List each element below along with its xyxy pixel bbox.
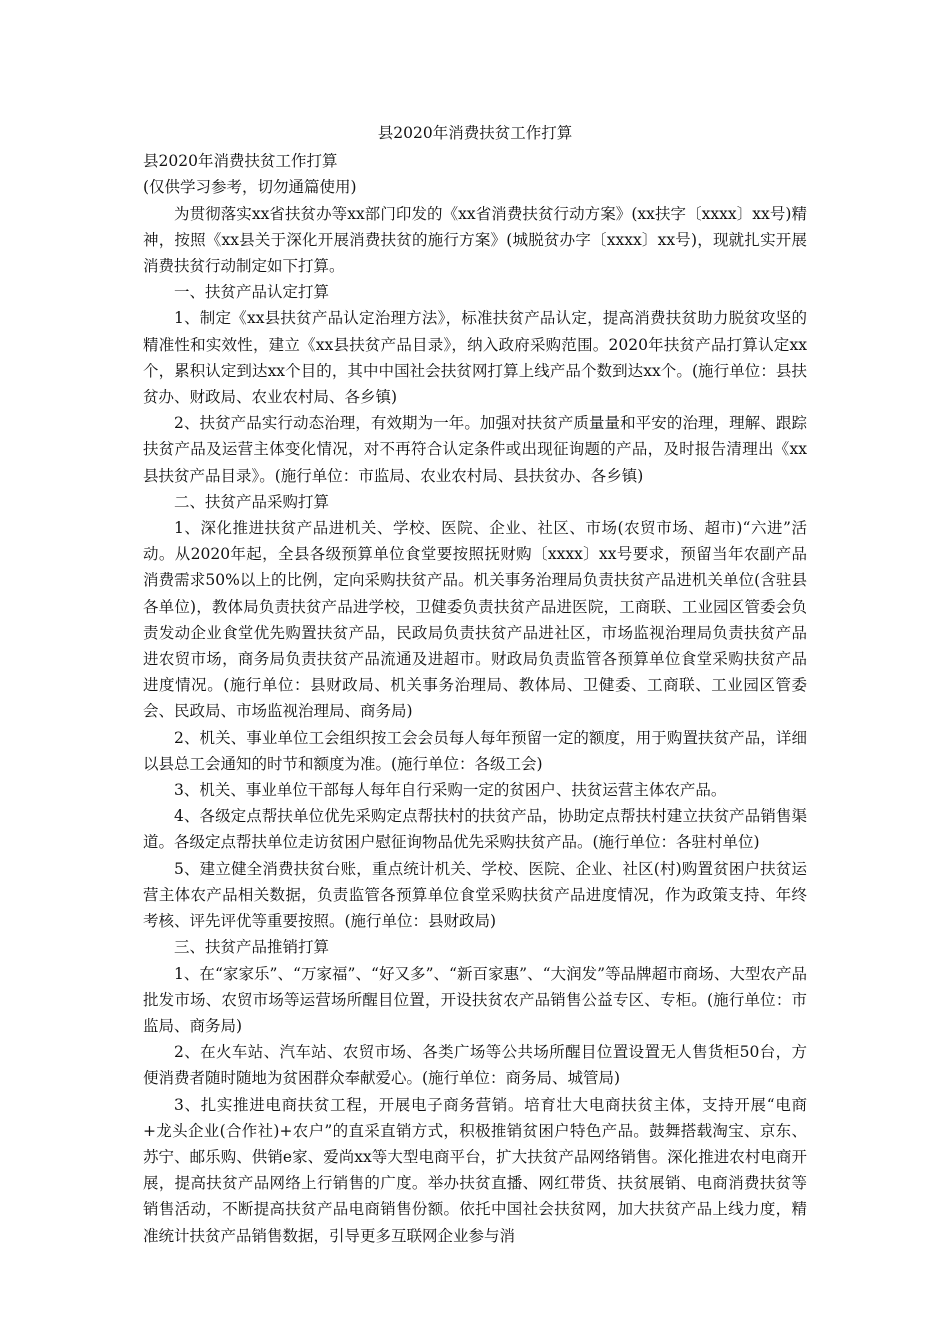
section-heading-3: 三、扶贫产品推销打算 bbox=[174, 938, 330, 957]
intro-paragraph: 为贯彻落实xx省扶贫办等xx部门印发的《xx省消费扶贫行动方案》(xx扶字〔xxxx〕xx号)精神，按照《xx县关于深化开展消费扶贫的施行方案》(城脱贫办字〔xxxx〕xx号)，现就扎实开展消费扶贫行动制定如下打算。 bbox=[143, 204, 807, 276]
document-subtitle: 县2020年消费扶贫工作打算 bbox=[143, 152, 338, 171]
section-heading-1: 一、扶贫产品认定打算 bbox=[174, 283, 330, 302]
paragraph: 2、在火车站、汽车站、农贸市场、各类广场等公共场所醒目位置设置无人售货柜50台，方便消费者随时随地为贫困群众奉献爱心。(施行单位：商务局、城管局) bbox=[143, 1043, 807, 1088]
section-heading-2: 二、扶贫产品采购打算 bbox=[174, 492, 330, 511]
paragraph: 3、机关、事业单位干部每人每年自行采购一定的贫困户、扶贫运营主体农产品。 bbox=[174, 781, 727, 800]
paragraph: 4、各级定点帮扶单位优先采购定点帮扶村的扶贫产品，协助定点帮扶村建立扶贫产品销售渠道。各级定点帮扶单位走访贫困户慰征询物品优先采购扶贫产品。(施行单位：各驻村单位) bbox=[143, 807, 807, 852]
paragraph: 1、制定《xx县扶贫产品认定治理方法》，标准扶贫产品认定，提高消费扶贫助力脱贫攻坚的精准性和实效性，建立《xx县扶贫产品目录》，纳入政府采购范围。2020年扶贫产品打算认定xx个，累积认定到达xx个目的，其中中国社会扶贫网打算上线产品个数到达xx个。(施行单位：县扶贫办、财政局、农业农村局、各乡镇) bbox=[143, 309, 807, 407]
paragraph: 5、建立健全消费扶贫台账，重点统计机关、学校、医院、企业、社区(村)购置贫困户扶贫运营主体农产品相关数据，负责监管各预算单位食堂采购扶贫产品进度情况，作为政策支持、年终考核、评先评优等重要按照。(施行单位：县财政局) bbox=[143, 859, 807, 931]
usage-note: (仅供学习参考，切勿通篇使用) bbox=[143, 178, 357, 197]
paragraph: 3、扎实推进电商扶贫工程，开展电子商务营销。培育壮大电商扶贫主体，支持开展“电商+龙头企业(合作社)+农户”的直采直销方式，积极推销贫困户特色产品。鼓舞搭载淘宝、京东、苏宁、邮乐购、供销e家、爱尚xx等大型电商平台，扩大扶贫产品网络销售。深化推进农村电商开展，提高扶贫产品网络上行销售的广度。举办扶贫直播、网红带货、扶贫展销、电商消费扶贫等销售活动，不断提高扶贫产品电商销售份额。依托中国社会扶贫网，加大扶贫产品上线力度，精准统计扶贫产品销售数据，引导更多互联网企业参与消 bbox=[143, 1095, 807, 1245]
paragraph: 2、扶贫产品实行动态治理，有效期为一年。加强对扶贫产质量量和平安的治理，理解、跟踪扶贫产品及运营主体变化情况，对不再符合认定条件或出现征询题的产品，及时报告清理出《xx县扶贫产品目录》。(施行单位：市监局、农业农村局、县扶贫办、各乡镇) bbox=[143, 414, 807, 485]
paragraph: 1、在“家家乐”、“万家福”、“好又多”、“新百家惠”、“大润发”等品牌超市商场、大型农产品批发市场、农贸市场等运营场所醒目位置，开设扶贫农产品销售公益专区、专柜。(施行单位：市监局、商务局) bbox=[143, 964, 807, 1035]
document-title: 县2020年消费扶贫工作打算 bbox=[377, 124, 573, 142]
paragraph: 1、深化推进扶贫产品进机关、学校、医院、企业、社区、市场(农贸市场、超市)“六进”活动。从2020年起，全县各级预算单位食堂要按照抚财购〔xxxx〕xx号要求，预留当年农副产品消费需求50%以上的比例，定向采购扶贫产品。机关事务治理局负责扶贫产品进机关单位(含驻县各单位)，教体局负责扶贫产品进学校，卫健委负责扶贫产品进医院，工商联、工业园区管委会负责发动企业食堂优先购置扶贫产品，民政局负责扶贫产品进社区，市场监视治理局负责扶贫产品进农贸市场，商务局负责扶贫产品流通及进超市。财政局负责监管各预算单位食堂采购扶贫产品进度情况。(施行单位：县财政局、机关事务治理局、教体局、卫健委、工商联、工业园区管委会、民政局、市场监视治理局、商务局) bbox=[143, 519, 807, 721]
document-page bbox=[143, 120, 807, 1249]
paragraph: 2、机关、事业单位工会组织按工会会员每人每年预留一定的额度，用于购置扶贫产品，详细以县总工会通知的时节和额度为准。(施行单位：各级工会) bbox=[143, 728, 807, 773]
